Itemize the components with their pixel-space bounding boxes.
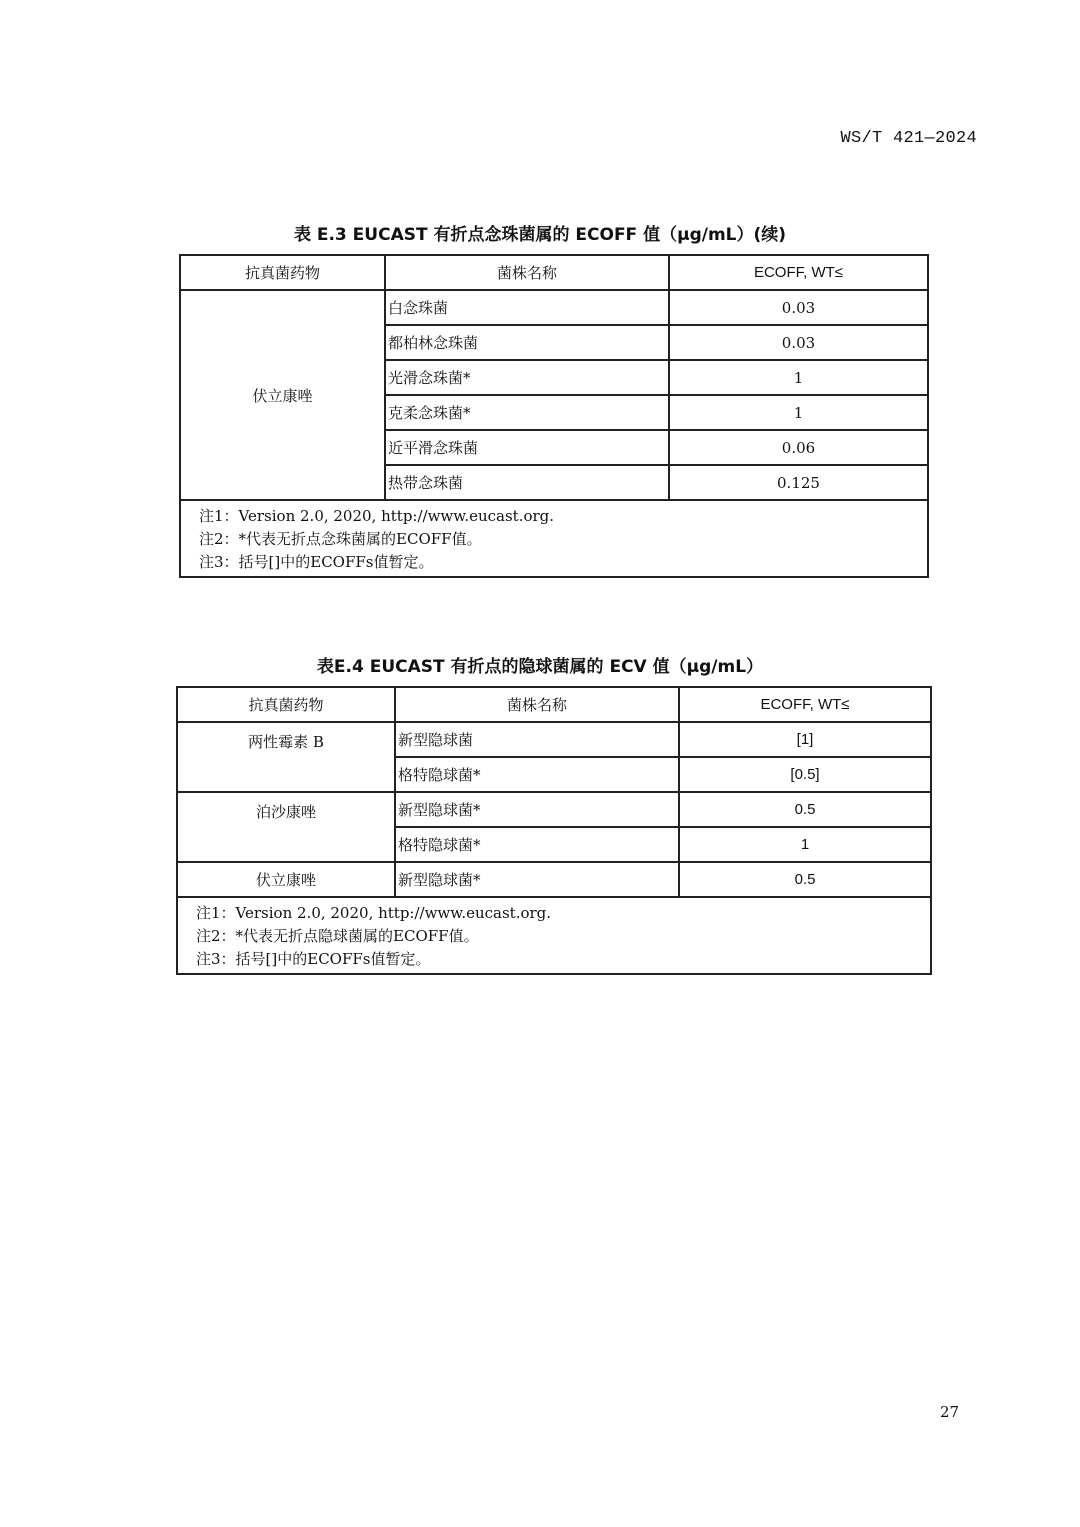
notes-row	[177, 897, 931, 974]
strain-cell: 克柔念珠菌*	[385, 395, 669, 430]
ecoff-value-cell: 1	[669, 360, 928, 395]
table-notes	[180, 500, 928, 577]
strain-cell: 格特隐球菌*	[395, 757, 679, 792]
ecoff-value-cell: 1	[669, 395, 928, 430]
table-e4-caption: 表E.4 EUCAST 有折点的隐球菌属的 ECV 值（μg/mL）	[316, 657, 764, 677]
table-row	[177, 862, 931, 897]
note-2: 注2：*代表无折点念珠菌属的ECOFF值。	[199, 530, 482, 548]
strain-cell: 格特隐球菌*	[395, 827, 679, 862]
ecoff-value-cell: [0.5]	[679, 757, 931, 792]
table-e4	[176, 686, 932, 975]
column-header-drug: 抗真菌药物	[177, 687, 395, 722]
column-header-strain: 菌株名称	[385, 255, 669, 290]
drug-cell: 伏立康唑	[177, 862, 395, 897]
table-e3	[179, 254, 929, 578]
table-row	[180, 290, 928, 325]
drug-cell: 泊沙康唑	[177, 792, 395, 862]
ecoff-value-cell: 0.03	[669, 325, 928, 360]
strain-cell: 新型隐球菌*	[395, 862, 679, 897]
table-notes	[177, 897, 931, 974]
ecoff-value-cell: 0.06	[669, 430, 928, 465]
column-header-ecoff: ECOFF, WT≤	[679, 687, 931, 722]
ecoff-value-cell: 0.5	[679, 792, 931, 827]
table-header-row	[180, 255, 928, 290]
column-header-strain: 菌株名称	[395, 687, 679, 722]
strain-cell: 近平滑念珠菌	[385, 430, 669, 465]
table-row	[177, 722, 931, 757]
strain-cell: 新型隐球菌*	[395, 792, 679, 827]
strain-cell: 白念珠菌	[385, 290, 669, 325]
standard-code: WS/T 421—2024	[840, 129, 977, 148]
notes-row	[180, 500, 928, 577]
drug-cell: 伏立康唑	[180, 290, 385, 500]
strain-cell: 热带念珠菌	[385, 465, 669, 500]
ecoff-value-cell: 0.5	[679, 862, 931, 897]
strain-cell: 光滑念珠菌*	[385, 360, 669, 395]
drug-cell: 两性霉素 B	[177, 722, 395, 792]
table-e3-caption: 表 E.3 EUCAST 有折点念珠菌属的 ECOFF 值（μg/mL）(续)	[293, 225, 787, 245]
note-1: 注1：Version 2.0, 2020, http://www.eucast.org.	[196, 904, 552, 922]
page-number: 27	[940, 1403, 960, 1421]
strain-cell: 都柏林念珠菌	[385, 325, 669, 360]
ecoff-value-cell: 1	[679, 827, 931, 862]
ecoff-value-cell: [1]	[679, 722, 931, 757]
note-3: 注3：括号[]中的ECOFFs值暂定。	[196, 950, 431, 968]
note-2: 注2：*代表无折点隐球菌属的ECOFF值。	[196, 927, 479, 945]
column-header-ecoff: ECOFF, WT≤	[669, 255, 928, 290]
ecoff-value-cell: 0.125	[669, 465, 928, 500]
column-header-drug: 抗真菌药物	[180, 255, 385, 290]
table-header-row	[177, 687, 931, 722]
ecoff-value-cell: 0.03	[669, 290, 928, 325]
note-3: 注3：括号[]中的ECOFFs值暂定。	[199, 553, 434, 571]
note-1: 注1：Version 2.0, 2020, http://www.eucast.org.	[199, 507, 555, 525]
strain-cell: 新型隐球菌	[395, 722, 679, 757]
table-row	[177, 792, 931, 827]
